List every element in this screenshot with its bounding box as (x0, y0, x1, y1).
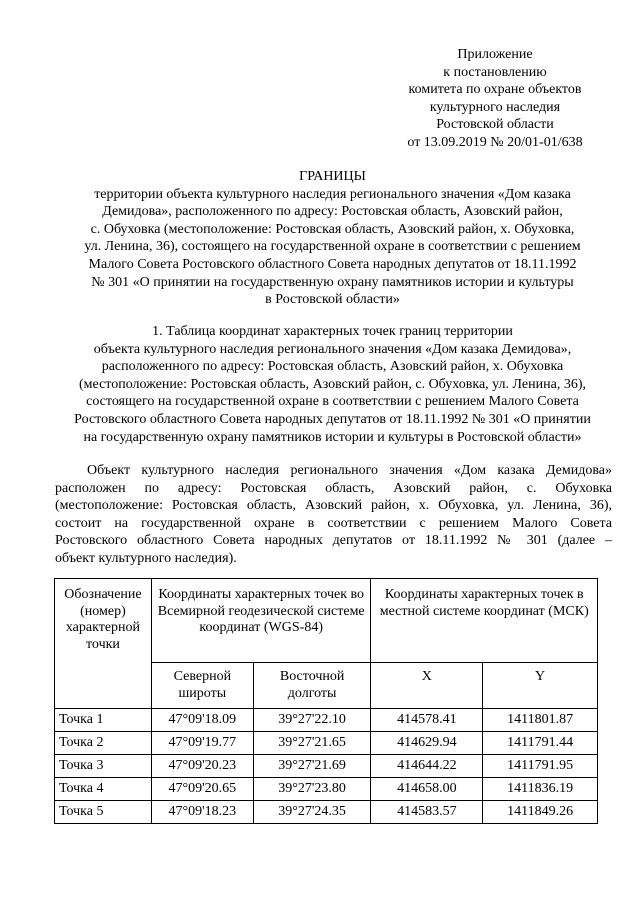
paragraph-line: объект культурного наследия). (55, 550, 237, 566)
title-line: № 301 «О принятии на государственную охрану памятников истории и культуры (91, 274, 574, 290)
point-name: Точка 1 (55, 709, 152, 732)
table-row (55, 778, 598, 801)
point-x: 414583.57 (371, 801, 483, 824)
header-north: Северной широты (151, 663, 253, 709)
paragraph-line: состоит на государственной охране в соответствии с решением Малого Совета (55, 515, 612, 531)
paragraph-line: Объект культурного наследия регионального значения «Дом казака Демидова» (87, 463, 612, 478)
point-lat: 47°09'20.65 (151, 778, 253, 801)
title-line: Малого Совета Ростовского областного Совета народных депутатов от 18.11.1992 (88, 256, 577, 272)
paragraph-line: Ростовского областного Совета народных депутатов от 18.11.1992 № 301 (далее – (55, 533, 612, 549)
header-east: Восточной долготы (253, 663, 371, 709)
point-y: 1411801.87 (483, 709, 598, 732)
point-lat: 47°09'18.23 (151, 801, 253, 824)
section-line: 1. Таблица координат характерных точек границ территории (152, 324, 513, 339)
point-x: 414578.41 (371, 709, 483, 732)
header-designation: Обозначение (номер) характерной точки (55, 579, 152, 709)
paragraph-line: (местоположение: Ростовская область, Азовский район, х. Обуховка, ул. Ленина, 36), (55, 498, 612, 514)
appendix-block (370, 46, 620, 152)
section-line: состоящего на государственной охране в соответствии с решением Малого Совета (86, 394, 579, 410)
section-line: на государственную охрану памятников истории и культуры в Ростовской области» (83, 429, 582, 445)
table-row (55, 755, 598, 778)
document-title (40, 168, 625, 309)
title-line: в Ростовской области» (265, 292, 400, 308)
point-lon: 39°27'21.65 (253, 732, 371, 755)
point-x: 414644.22 (371, 755, 483, 778)
point-lon: 39°27'22.10 (253, 709, 371, 732)
point-lon: 39°27'21.69 (253, 755, 371, 778)
appendix-line: культурного наследия (429, 99, 561, 115)
paragraph-line: расположен по адресу: Ростовская область, Азовский район, с. Обуховка (55, 480, 612, 496)
table-row (55, 732, 598, 755)
section-line: (местоположение: Ростовская область, Азовский район, с. Обуховка, ул. Ленина, 36), (79, 376, 586, 392)
header-x: X (371, 663, 483, 709)
section-line: расположенного по адресу: Ростовская область, Азовский район, х. Обуховка (101, 359, 564, 375)
header-wgs: Координаты характерных точек во Всемирной геодезической системе координат (WGS-84) (151, 579, 371, 663)
point-name: Точка 3 (55, 755, 152, 778)
header-msk: Координаты характерных точек в местной системе координат (МСК) (371, 579, 598, 663)
point-y: 1411849.26 (483, 801, 598, 824)
title-line: Демидова», расположенного по адресу: Ростовская область, Азовский район, (102, 204, 563, 220)
point-x: 414658.00 (371, 778, 483, 801)
appendix-line: Приложение (457, 47, 533, 62)
header-y: Y (483, 663, 598, 709)
section-line: объекта культурного наследия регионального значения «Дом казака Демидова», (93, 341, 572, 357)
coordinates-table (54, 578, 598, 824)
point-y: 1411791.44 (483, 732, 598, 755)
table-row (55, 709, 598, 732)
title-heading: ГРАНИЦЫ (299, 169, 366, 184)
point-lon: 39°27'23.80 (253, 778, 371, 801)
point-lat: 47°09'18.09 (151, 709, 253, 732)
title-line: ул. Ленина, 36), состоящего на государственной охране в соответствии с решением (84, 239, 581, 255)
point-x: 414629.94 (371, 732, 483, 755)
point-lat: 47°09'19.77 (151, 732, 253, 755)
table-row (55, 801, 598, 824)
body-paragraph (55, 462, 612, 568)
point-name: Точка 5 (55, 801, 152, 824)
appendix-line: комитета по охране объектов (408, 82, 582, 98)
title-line: с. Обуховка (местоположение: Ростовская область, Азовский район, х. Обуховка, (90, 221, 575, 237)
section-line: Ростовского областного Совета народных депутатов от 18.11.1992 № 301 «О принятии (74, 411, 591, 427)
point-name: Точка 4 (55, 778, 152, 801)
point-lat: 47°09'20.23 (151, 755, 253, 778)
point-name: Точка 2 (55, 732, 152, 755)
appendix-line: от 13.09.2019 № 20/01-01/638 (407, 134, 583, 150)
point-lon: 39°27'24.35 (253, 801, 371, 824)
appendix-line: Ростовской области (436, 117, 554, 133)
point-y: 1411791.95 (483, 755, 598, 778)
section-heading (40, 323, 625, 446)
point-y: 1411836.19 (483, 778, 598, 801)
title-line: территории объекта культурного наследия регионального значения «Дом казака (94, 186, 571, 202)
appendix-line: к постановлению (443, 64, 547, 80)
